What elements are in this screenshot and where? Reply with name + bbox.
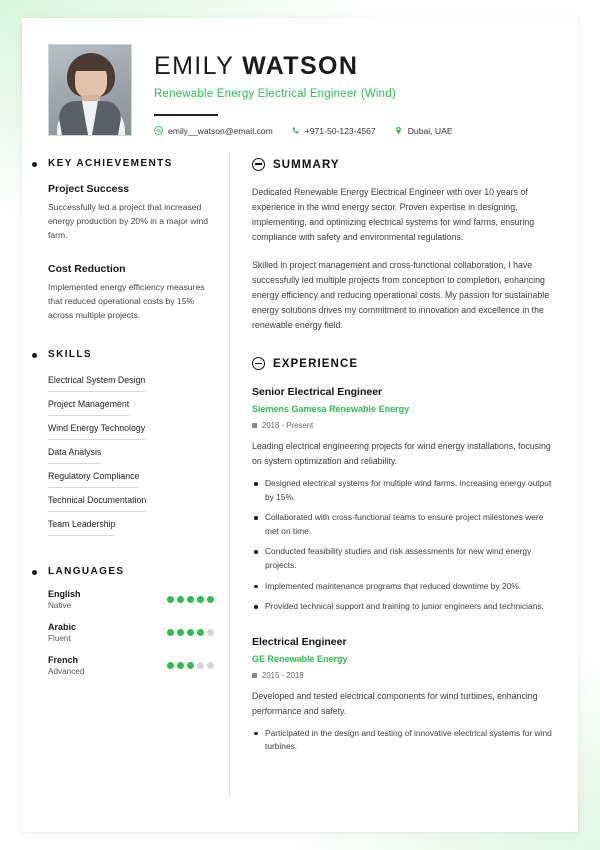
language-level: Advanced xyxy=(48,666,85,676)
job-bullet: Designed electrical systems for multiple wind farms, increasing energy output by 15%. xyxy=(252,477,552,504)
language-level: Native xyxy=(48,600,72,610)
resume-sheet xyxy=(22,18,578,832)
contact-email[interactable] xyxy=(154,126,273,136)
achievement-item xyxy=(48,183,214,243)
calendar-square-icon xyxy=(252,423,257,428)
language-name: Arabic xyxy=(48,621,77,632)
experience-item xyxy=(252,636,552,754)
achievement-desc: Implemented energy efficiency measures that reduced operational costs by 15% across multiple projects. xyxy=(48,281,205,320)
section-experience xyxy=(252,357,552,754)
achievement-item xyxy=(48,263,214,323)
resume-header xyxy=(48,44,552,136)
language-item xyxy=(48,622,214,643)
first-name: EMILY xyxy=(154,52,234,80)
sidebar xyxy=(48,158,230,778)
skill-item: Data Analysis xyxy=(48,440,101,464)
language-level: Fluent xyxy=(48,633,71,643)
experience-item xyxy=(252,386,552,614)
skill-item: Project Management xyxy=(48,392,129,416)
main-content xyxy=(230,158,552,778)
contact-phone[interactable] xyxy=(291,126,376,136)
job-role-subtitle: Renewable Energy Electrical Engineer (Wind) xyxy=(154,88,396,100)
section-languages xyxy=(48,566,214,676)
achievement-title: Cost Reduction xyxy=(48,262,126,275)
contact-phone-text: +971-50-123-4567 xyxy=(304,125,376,136)
section-title-languages: LANGUAGES xyxy=(48,565,125,577)
achievement-title: Project Success xyxy=(48,183,130,195)
achievement-desc: Successfully led a project that increased energy production by 20% in a major wind farm. xyxy=(48,202,209,240)
job-description: Leading electrical engineering projects for wind energy installations, focusing on system optimization and reliability. xyxy=(252,441,551,467)
job-bullet-list xyxy=(252,727,552,754)
last-name: WATSON xyxy=(242,52,359,80)
job-dates-text: 2015 - 2018 xyxy=(262,670,304,680)
section-key-achievements xyxy=(48,158,214,323)
language-rating xyxy=(167,596,214,603)
summary-icon xyxy=(252,158,265,171)
skill-item: Technical Documentation xyxy=(48,488,146,512)
language-item xyxy=(48,589,214,610)
avatar xyxy=(48,44,132,136)
job-dates-text: 2018 - Present xyxy=(262,421,314,431)
email-icon xyxy=(154,126,163,135)
job-description: Developed and tested electrical components for wind turbines, enhancing performance and safety. xyxy=(252,690,538,716)
section-summary xyxy=(252,158,552,333)
language-rating xyxy=(167,662,214,669)
section-skills xyxy=(48,349,214,536)
summary-paragraph: Dedicated Renewable Energy Electrical Engineer with over 10 years of experience in the wind energy sector. Proven expertise in designing, implementing, and optimizing electrical systems for wind farms, ensuring compliance with safety and environmental regulations. xyxy=(252,187,535,243)
phone-icon xyxy=(291,126,300,135)
section-title-summary: SUMMARY xyxy=(273,158,340,171)
skill-item: Regulatory Compliance xyxy=(48,464,139,488)
contact-location[interactable] xyxy=(394,126,453,136)
job-bullet: Conducted feasibility studies and risk assessments for new wind energy projects. xyxy=(252,545,552,572)
job-title: Senior Electrical Engineer xyxy=(252,386,383,399)
header-divider xyxy=(154,114,218,116)
summary-paragraph: Skilled in project management and cross-functional collaboration, I have successfully led multiple projects from conception to completion, enhancing energy efficiency and reducing operational costs. My passion for sustainable energy solutions drives my commitment to innovation and excellence in the renewable energy field. xyxy=(252,259,550,330)
job-bullet: Provided technical support and training to junior engineers and technicians. xyxy=(252,600,552,614)
job-bullet: Collaborated with cross-functional teams to ensure project milestones were met on time. xyxy=(252,511,552,538)
job-title: Electrical Engineer xyxy=(252,635,347,648)
job-company: GE Renewable Energy xyxy=(252,653,348,664)
contact-list xyxy=(154,126,552,136)
bullet-dot-icon xyxy=(32,570,37,575)
language-name: French xyxy=(48,654,79,665)
skill-item: Wind Energy Technology xyxy=(48,416,145,440)
job-bullet: Participated in the design and testing of innovative electrical systems for wind turbines. xyxy=(252,727,552,754)
language-item xyxy=(48,655,214,676)
section-title-achievements: KEY ACHIEVEMENTS xyxy=(48,158,173,169)
experience-icon xyxy=(252,357,265,370)
language-rating xyxy=(167,629,214,636)
job-dates xyxy=(252,421,552,430)
job-bullet: Implemented maintenance programs that reduced downtime by 20%. xyxy=(252,580,552,594)
job-company: Siemens Gamesa Renewable Energy xyxy=(252,404,410,415)
language-name: English xyxy=(48,588,81,599)
bullet-dot-icon xyxy=(32,353,37,358)
skill-item: Electrical System Design xyxy=(48,368,145,392)
contact-email-text: emily__watson@email.com xyxy=(168,125,273,136)
page-title xyxy=(154,52,552,81)
job-dates xyxy=(252,671,552,680)
section-title-skills: SKILLS xyxy=(48,348,92,360)
location-pin-icon xyxy=(394,126,403,135)
bullet-dot-icon xyxy=(32,162,37,167)
job-bullet-list xyxy=(252,477,552,614)
calendar-square-icon xyxy=(252,673,257,678)
contact-location-text: Dubai, UAE xyxy=(407,125,453,136)
skill-item: Team Leadership xyxy=(48,512,115,536)
section-title-experience: EXPERIENCE xyxy=(273,357,359,370)
